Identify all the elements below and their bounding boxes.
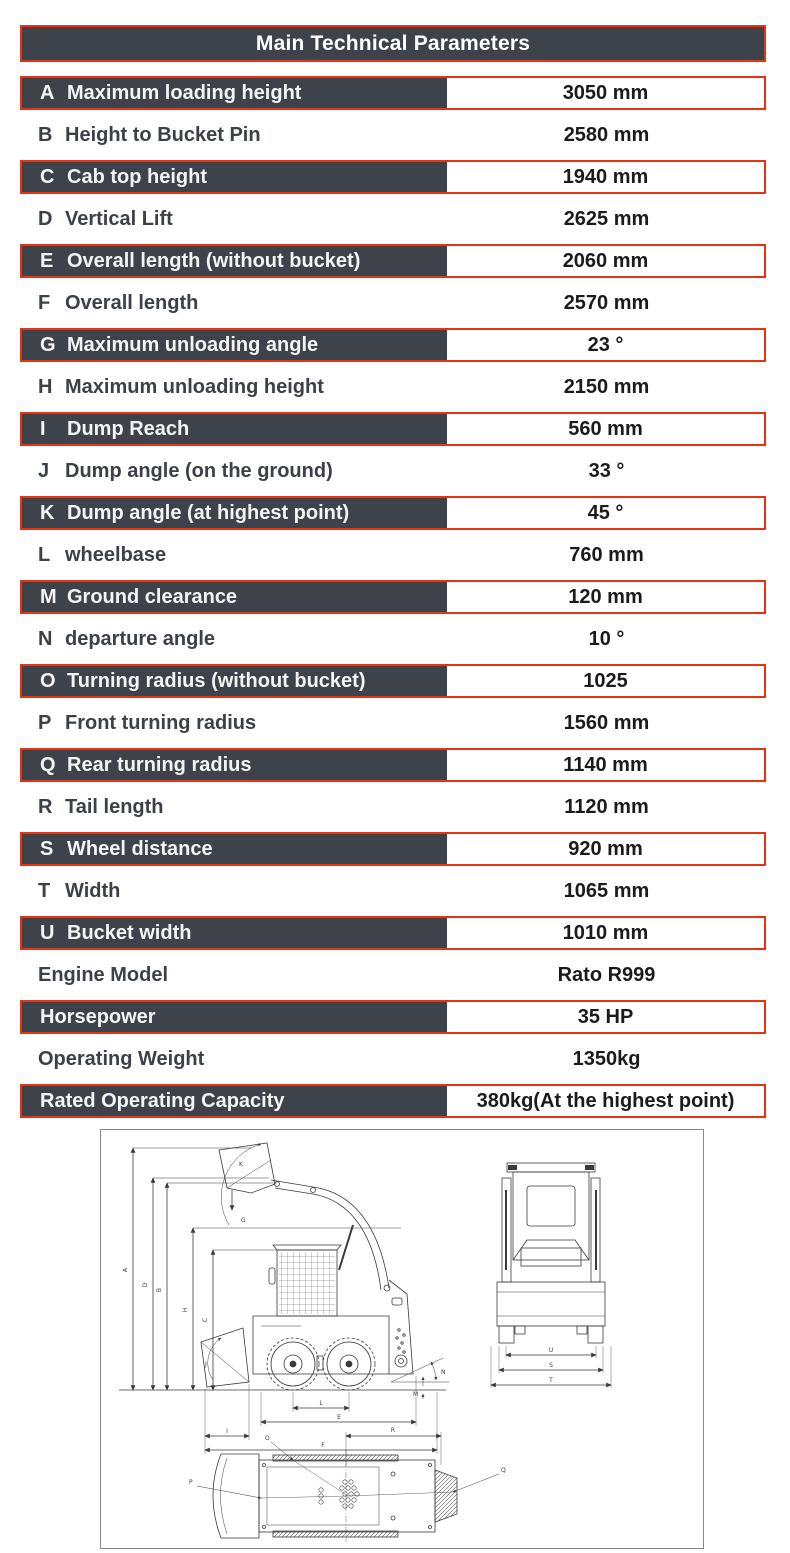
dim-label-t: T <box>549 1377 553 1384</box>
row-value: 1065 mm <box>447 874 766 908</box>
row-value: 45 ° <box>447 498 764 528</box>
row-value: 760 mm <box>447 538 766 572</box>
row-letter: R <box>38 795 53 818</box>
row-label-cell <box>22 750 447 780</box>
row-label-cell <box>22 1086 447 1116</box>
row-label-cell <box>22 246 447 276</box>
row-letter: A <box>40 81 55 104</box>
table-row <box>20 622 766 656</box>
dim-label-f: F <box>321 1442 325 1449</box>
table-row <box>20 76 766 110</box>
row-label: Cab top height <box>67 165 207 188</box>
dimension-drawing <box>100 1129 704 1549</box>
table-row <box>20 580 766 614</box>
row-label-cell <box>20 1042 447 1076</box>
dim-label-i: I <box>226 1428 228 1435</box>
row-value: 2570 mm <box>447 286 766 320</box>
top-mesh-dots <box>319 1480 359 1508</box>
row-letter: F <box>38 291 51 314</box>
table-row <box>20 160 766 194</box>
table-row <box>20 328 766 362</box>
row-label-cell <box>22 498 447 528</box>
dim-label-q: Q <box>501 1467 506 1474</box>
row-letter: G <box>40 333 56 356</box>
row-label-cell <box>22 162 447 192</box>
table-row <box>20 790 766 824</box>
table-title: Main Technical Parameters <box>255 31 531 55</box>
table-row <box>20 958 766 992</box>
row-letter: H <box>38 375 53 398</box>
dim-label-c: C <box>202 1317 209 1323</box>
row-label: Vertical Lift <box>65 207 173 230</box>
angle-label-j: J <box>205 1361 207 1368</box>
parameters-table <box>20 25 766 1118</box>
row-letter: T <box>38 879 51 902</box>
row-label: Front turning radius <box>65 711 257 734</box>
row-label-cell <box>20 790 447 824</box>
row-value: 1350kg <box>447 1042 766 1076</box>
row-letter: U <box>40 921 55 944</box>
dim-label-s: S <box>549 1362 553 1369</box>
row-value: 10 ° <box>447 622 766 656</box>
row-label: Maximum unloading angle <box>67 333 319 356</box>
row-letter: C <box>40 165 55 188</box>
table-rows <box>20 76 766 1118</box>
row-value: 33 ° <box>447 454 766 488</box>
dim-label-m: M <box>413 1391 419 1398</box>
row-letter: P <box>38 711 52 734</box>
row-label: Tail length <box>65 795 164 818</box>
row-value: 1560 mm <box>447 706 766 740</box>
table-row <box>20 1042 766 1076</box>
wheels-icon <box>267 1338 375 1390</box>
ground-bucket-icon <box>201 1328 249 1387</box>
row-value: 1010 mm <box>447 918 764 948</box>
row-label: Bucket width <box>67 921 192 944</box>
row-value: 2625 mm <box>447 202 766 236</box>
dim-label-a: A <box>122 1267 129 1273</box>
angle-label-k: K <box>239 1161 243 1168</box>
row-letter: M <box>40 585 57 608</box>
row-label: Width <box>65 879 121 902</box>
row-label-cell <box>20 286 447 320</box>
row-label: Horsepower <box>40 1005 156 1028</box>
row-value: 2580 mm <box>447 118 766 152</box>
row-label: Height to Bucket Pin <box>65 123 261 146</box>
top-view <box>189 1427 506 1542</box>
row-value: 2150 mm <box>447 370 766 404</box>
row-label-cell <box>20 454 447 488</box>
angle-label-n: N <box>441 1369 446 1376</box>
row-letter: Q <box>40 753 56 776</box>
row-letter: N <box>38 627 53 650</box>
row-letter: I <box>40 417 46 440</box>
row-label: Ground clearance <box>67 585 238 608</box>
row-label-cell <box>20 538 447 572</box>
row-label-cell <box>20 958 447 992</box>
top-grill-icon <box>435 1470 457 1522</box>
row-label: Engine Model <box>38 963 168 986</box>
top-bucket-icon <box>213 1454 259 1538</box>
table-header <box>20 25 766 62</box>
front-view <box>491 1163 611 1388</box>
row-value: 23 ° <box>447 330 764 360</box>
departure-angle-icon <box>391 1358 449 1399</box>
dim-label-u: U <box>548 1347 554 1354</box>
row-label-cell <box>22 582 447 612</box>
dim-label-h: H <box>182 1307 189 1313</box>
dim-label-p: P <box>189 1479 193 1486</box>
row-value: 1140 mm <box>447 750 764 780</box>
row-value: 1120 mm <box>447 790 766 824</box>
dimension-drawing-svg <box>101 1130 703 1548</box>
row-label: Dump Reach <box>67 417 190 440</box>
dim-label-o: O <box>265 1435 270 1442</box>
row-label-cell <box>20 118 447 152</box>
table-row <box>20 244 766 278</box>
row-label: Maximum unloading height <box>65 375 324 398</box>
row-letter: O <box>40 669 56 692</box>
row-label-cell <box>22 1002 447 1032</box>
row-label: Overall length <box>65 291 199 314</box>
row-letter: K <box>40 501 55 524</box>
row-value: 1025 <box>447 666 764 696</box>
table-row <box>20 118 766 152</box>
row-label: Operating Weight <box>38 1047 205 1070</box>
row-label-cell <box>22 78 447 108</box>
row-value: 2060 mm <box>447 246 764 276</box>
row-label: Dump angle (on the ground) <box>65 459 333 482</box>
row-value: 35 HP <box>447 1002 764 1032</box>
row-label-cell <box>20 706 447 740</box>
row-label-cell <box>22 834 447 864</box>
row-label-cell <box>20 370 447 404</box>
table-row <box>20 916 766 950</box>
row-value: 120 mm <box>447 582 764 612</box>
raised-bucket-icon <box>219 1143 275 1225</box>
row-label-cell <box>20 874 447 908</box>
row-letter: S <box>40 837 54 860</box>
row-value: 560 mm <box>447 414 764 444</box>
row-letter: J <box>38 459 50 482</box>
table-row <box>20 664 766 698</box>
row-label: Maximum loading height <box>67 81 302 104</box>
row-letter: L <box>38 543 51 566</box>
dim-lines-vertical <box>133 1148 401 1390</box>
table-row <box>20 832 766 866</box>
cab-icon <box>269 1245 341 1316</box>
row-label-cell <box>20 622 447 656</box>
row-label: Rear turning radius <box>67 753 252 776</box>
dim-label-b: B <box>156 1287 163 1293</box>
row-letter: D <box>38 207 53 230</box>
row-label-cell <box>22 918 447 948</box>
row-label: Wheel distance <box>67 837 213 860</box>
table-row <box>20 1000 766 1034</box>
row-label: Overall length (without bucket) <box>67 249 361 272</box>
row-label-cell <box>22 414 447 444</box>
side-view <box>119 1143 449 1454</box>
table-row <box>20 370 766 404</box>
row-label: wheelbase <box>65 543 167 566</box>
table-row <box>20 412 766 446</box>
row-label-cell <box>22 666 447 696</box>
row-label: Rated Operating Capacity <box>40 1089 285 1112</box>
row-value: 920 mm <box>447 834 764 864</box>
row-letter: B <box>38 123 53 146</box>
dim-label-r: R <box>390 1427 396 1434</box>
row-label: Turning radius (without bucket) <box>67 669 366 692</box>
table-row <box>20 538 766 572</box>
angle-label-g: G <box>241 1217 246 1224</box>
table-row <box>20 706 766 740</box>
row-label-cell <box>22 330 447 360</box>
dim-label-l: L <box>319 1400 323 1407</box>
table-row <box>20 874 766 908</box>
table-row <box>20 496 766 530</box>
row-value: 1940 mm <box>447 162 764 192</box>
row-label: departure angle <box>65 627 216 650</box>
table-row <box>20 286 766 320</box>
table-row <box>20 1084 766 1118</box>
row-value: 3050 mm <box>447 78 764 108</box>
row-value: 380kg(At the highest point) <box>447 1086 764 1116</box>
table-row <box>20 748 766 782</box>
dim-label-d: D <box>142 1282 149 1288</box>
row-letter: E <box>40 249 54 272</box>
table-row <box>20 202 766 236</box>
row-label-cell <box>20 202 447 236</box>
dim-label-e: E <box>337 1414 341 1421</box>
table-row <box>20 454 766 488</box>
row-value: Rato R999 <box>447 958 766 992</box>
row-label: Dump angle (at highest point) <box>67 501 350 524</box>
